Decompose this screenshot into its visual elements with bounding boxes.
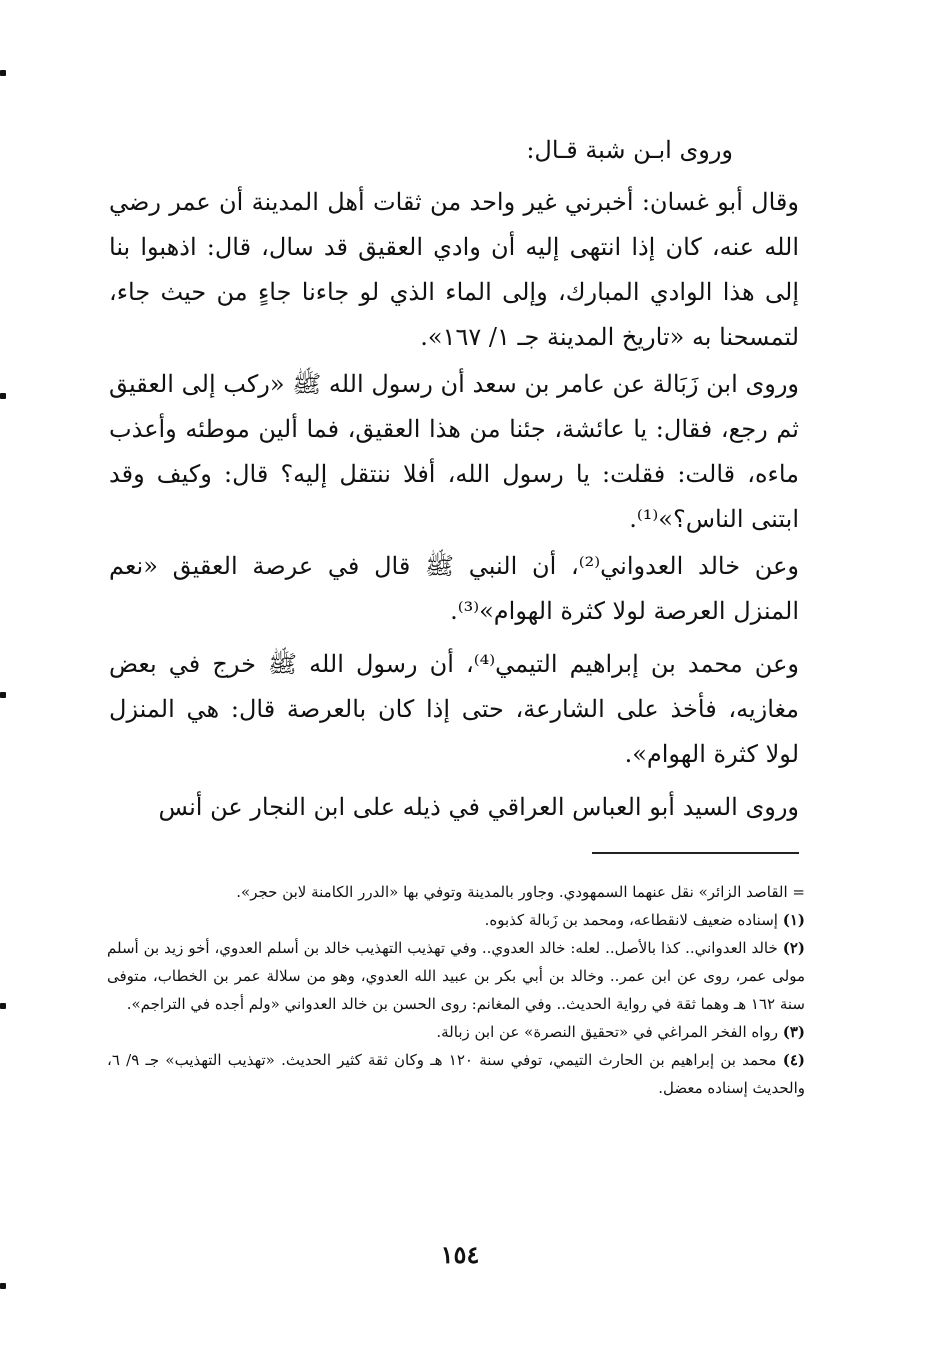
body-paragraph: [109, 785, 799, 830]
paragraph-text: وعن محمد بن إبراهيم التيمي⁽⁴⁾، أن رسول الله ﷺ خرج في بعض مغازيه، فأخذ على الشارعة، حتى إذا كان بالعرصة قال: هي المنزل لولا كثرة الهوام».: [109, 650, 799, 768]
footnote-number: (٣): [782, 1023, 805, 1041]
footnote-text: إسناده ضعيف لانقطاعه، ومحمد بن زَبالة كذبوه.: [484, 911, 778, 929]
footnote-carryover: = القاصد الزائر» نقل عنهما السمهودي. وجاور بالمدينة وتوفي بها «الدرر الكامنة لابن حجر».: [236, 883, 805, 901]
footnote-3: [107, 1018, 805, 1046]
scan-edge-mark: [0, 70, 6, 76]
scan-edge-mark: [0, 393, 6, 399]
body-paragraph: [109, 544, 799, 634]
body-paragraph: [109, 180, 799, 360]
scan-edge-mark: [0, 1003, 6, 1009]
footnote-1: [107, 906, 805, 934]
footnote-number: (١): [782, 911, 805, 929]
scan-edge-mark: [0, 692, 6, 698]
paragraph-text: وقال أبو غسان: أخبرني غير واحد من ثقات أهل المدينة أن عمر رضي الله عنه، كان إذا انتهى إليه أن وادي العقيق قد سال، قال: اذهبوا بنا إلى هذا الوادي المبارك، وإلى الماء الذي لو جاءنا جاءٍ من حيث جاء، لتمسحنا به «تاريخ المدينة جـ ١/ ١٦٧».: [109, 188, 800, 351]
footnote-number: (٢): [782, 939, 805, 957]
footnote-text: خالد العدواني.. كذا بالأصل.. لعله: خالد العدوي.. وفي تهذيب التهذيب خالد بن أسلم العدوي، أخو زيد بن أسلم مولى عمر، روى عن ابن عمر.. وخالد بن أبي بكر بن عبيد الله العدوي، وهو من سلالة عمر بن الخطاب، متوفى سنة ١٦٢ هـ وهما ثقة في رواية الحديث.. وفي المغانم: روى الحسن بن خالد العدواني «ولم أجده في التراجم».: [107, 939, 805, 1013]
paragraph-text: وروى السيد أبو العباس العراقي في ذيله على ابن النجار عن أنس: [158, 793, 799, 821]
footnote-text: رواه الفخر المراغي في «تحقيق النصرة» عن ابن زبالة.: [436, 1023, 778, 1041]
footnote-text: محمد بن إبراهيم بن الحارث التيمي، توفي سنة ١٢٠ هـ وكان ثقة كثير الحديث. «تهذيب التهذيب» جـ ٩/ ٦، والحديث إسناده معضل.: [107, 1051, 805, 1097]
paragraph-text: وعن خالد العدواني⁽²⁾، أن النبي ﷺ قال في عرصة العقيق «نعم المنزل العرصة لولا كثرة الهوام»⁽³⁾.: [109, 552, 799, 625]
footnote-2: [107, 934, 805, 1018]
paragraph-text: وروى ابن زَبَالة عن عامر بن سعد أن رسول الله ﷺ «ركب إلى العقيق ثم رجع، فقال: يا عائشة، جئنا من هذا العقيق، فما ألين موطئه وأعذب ماءه، قالت: فقلت: يا رسول الله، أفلا ننتقل إليه؟ قال: وكيف وقد ابتنى الناس؟»⁽¹⁾.: [109, 370, 800, 533]
footnote-separator: [592, 852, 799, 854]
body-paragraph: [109, 362, 799, 542]
footnotes-section: [107, 878, 805, 1102]
body-paragraph: [109, 642, 799, 777]
scan-edge-mark: [0, 1283, 6, 1289]
footnote-number: (٤): [782, 1051, 805, 1069]
footnote-4: [107, 1046, 805, 1102]
opening-line: وروى ابـن شبة قـال:: [526, 136, 733, 164]
page-number: ١٥٤: [440, 1240, 480, 1269]
